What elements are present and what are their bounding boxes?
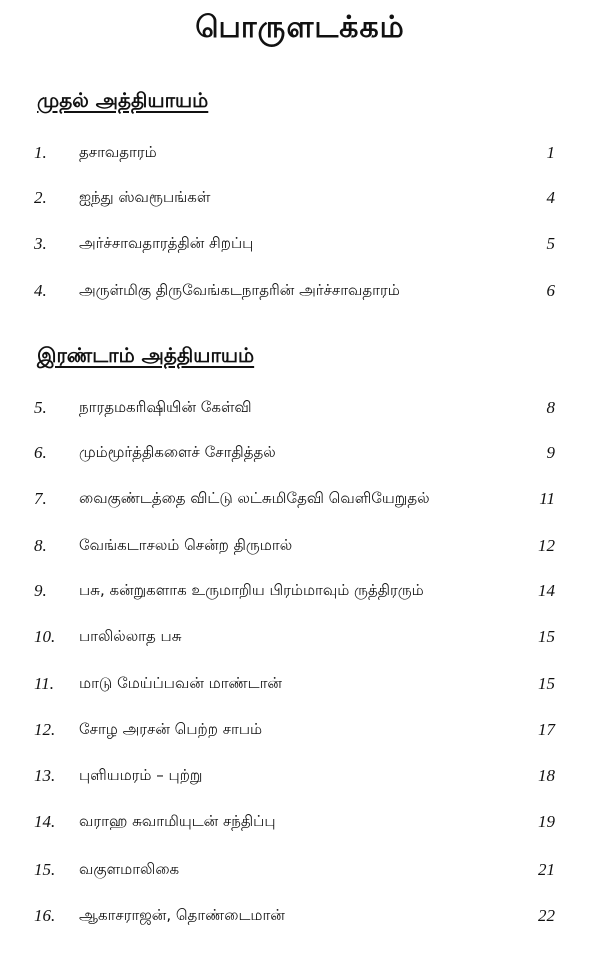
toc-entry: [0, 536, 600, 560]
toc-entry: [0, 581, 600, 605]
entry-page: 6: [546, 281, 555, 300]
entry-page: 14: [538, 581, 555, 600]
entry-title: சோழ அரசன் பெற்ற சாபம்: [79, 720, 263, 738]
entry-page: 4: [546, 188, 555, 207]
entry-page: 19: [538, 812, 555, 831]
toc-entry: [0, 720, 600, 744]
chapter-heading-1: முதல் அத்தியாயம்: [37, 88, 209, 112]
toc-entry: [0, 627, 600, 651]
entry-title: புளியமரம் – புற்று: [79, 766, 203, 784]
toc-entry: [0, 489, 600, 513]
entry-title: அர்ச்சாவதாரத்தின் சிறப்பு: [79, 234, 254, 252]
entry-number: 12.: [34, 720, 56, 739]
entry-title: வைகுண்டத்தை விட்டு லட்சுமிதேவி வெளியேறுதல்: [79, 489, 430, 507]
entry-title: வராஹ சுவாமியுடன் சந்திப்பு: [79, 812, 276, 830]
entry-number: 14.: [34, 812, 56, 831]
entry-page: 11: [539, 489, 555, 508]
toc-entry: [0, 398, 600, 422]
entry-title: பாலில்லாத பசு: [79, 627, 182, 645]
entry-number: 13.: [34, 766, 56, 785]
toc-entry: [0, 188, 600, 212]
entry-number: 9.: [34, 581, 47, 600]
entry-number: 6.: [34, 443, 47, 462]
toc-entry: [0, 674, 600, 698]
entry-page: 1: [546, 143, 555, 162]
entry-title: நாரதமகரிஷியின் கேள்வி: [79, 398, 252, 416]
entry-page: 15: [538, 674, 555, 693]
entry-title: மாடு மேய்ப்பவன் மாண்டான்: [79, 674, 282, 692]
entry-title: பசு, கன்றுகளாக உருமாறிய பிரம்மாவும் ருத்திரரும்: [79, 581, 424, 599]
toc-entry: [0, 906, 600, 930]
entry-page: 9: [546, 443, 555, 462]
entry-number: 16.: [34, 906, 56, 925]
toc-entry: [0, 766, 600, 790]
toc-entry: [0, 143, 600, 167]
entry-page: 8: [546, 398, 555, 417]
entry-title: ஆகாசராஜன், தொண்டைமான்: [79, 906, 285, 924]
toc-entry: [0, 860, 600, 884]
entry-title: அருள்மிகு திருவேங்கடநாதரின் அர்ச்சாவதாரம்: [79, 281, 400, 299]
entry-number: 5.: [34, 398, 47, 417]
entry-title: தசாவதாரம்: [79, 143, 157, 161]
entry-title: வகுளமாலிகை: [79, 860, 180, 878]
entry-page: 12: [538, 536, 555, 555]
entry-number: 15.: [34, 860, 56, 879]
entry-number: 2.: [34, 188, 47, 207]
entry-number: 10.: [34, 627, 56, 646]
entry-page: 15: [538, 627, 555, 646]
entry-page: 17: [538, 720, 555, 739]
entry-page: 18: [538, 766, 555, 785]
entry-title: வேங்கடாசலம் சென்ற திருமால்: [79, 536, 293, 554]
entry-page: 5: [546, 234, 555, 253]
entry-page: 21: [538, 860, 555, 879]
toc-entry: [0, 443, 600, 467]
toc-entry: [0, 812, 600, 836]
entry-page: 22: [538, 906, 555, 925]
toc-entry: [0, 281, 600, 305]
entry-number: 11.: [34, 674, 54, 693]
entry-number: 4.: [34, 281, 47, 300]
entry-title: மும்மூர்த்திகளைச் சோதித்தல்: [79, 443, 276, 461]
entry-number: 7.: [34, 489, 47, 508]
entry-number: 1.: [34, 143, 47, 162]
page-title: பொருளடக்கம்: [195, 10, 405, 45]
toc-entry: [0, 234, 600, 258]
chapter-heading-2: இரண்டாம் அத்தியாயம்: [37, 343, 255, 367]
entry-number: 8.: [34, 536, 47, 555]
entry-number: 3.: [34, 234, 47, 253]
entry-title: ஐந்து ஸ்வரூபங்கள்: [79, 188, 211, 206]
